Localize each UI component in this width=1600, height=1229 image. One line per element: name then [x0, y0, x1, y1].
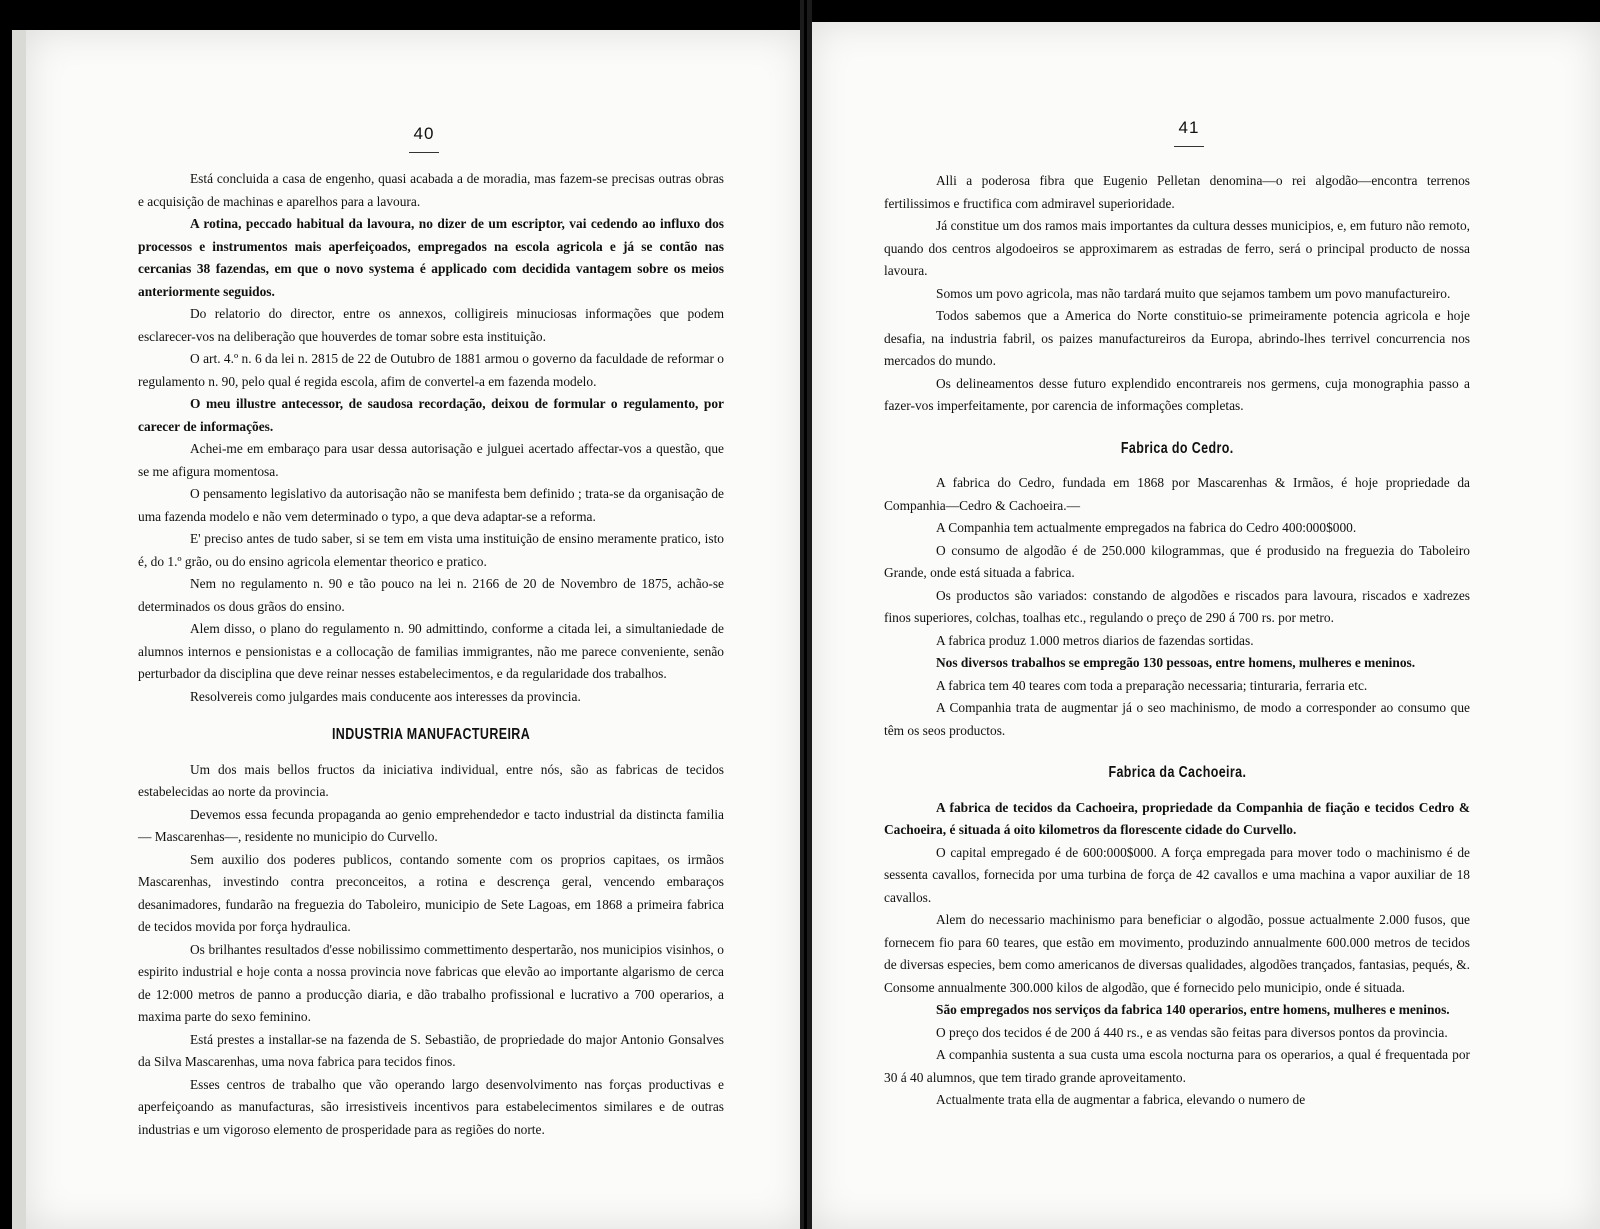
left-paragraph: Nem no regulamento n. 90 e tão pouco na lei n. 2166 de 20 de Novembro de 1875, achão-se determinados os dous grãos do ensino. — [138, 576, 724, 614]
right-section-paragraph: Nos diversos trabalhos se empregão 130 pessoas, entre homens, mulheres e meninos. — [936, 655, 1416, 670]
right-section-paragraph: Os productos são variados: constando de algodões e riscados para lavoura, riscados e xadrezes finos superiores, colchas, toalhas etc., regulando o preço de 290 á 700 rs. por metro. — [884, 587, 1470, 625]
left-page-text — [138, 168, 724, 1141]
left-paragraph: A rotina, peccado habitual da lavoura, no dizer de um escriptor, vai cedendo ao influxo dos processos e instrumentos mais aperfeiçoados, empregados na escola agricola e já se contão nas cercanias 38 fazendas, em que o novo systema é applicado com decidida vantagem sobre os meios anteriormente seguidos. — [138, 216, 724, 299]
left-paragraph: Resolvereis como julgardes mais conducente aos interesses da provincia. — [190, 688, 581, 704]
left-section-paragraph: Está prestes a installar-se na fazenda de S. Sebastião, de propriedade do major Antonio Gonsalves da Silva Mascarenhas, uma nova fabrica para tecidos finos. — [138, 1031, 724, 1069]
right-paragraph: Alli a poderosa fibra que Eugenio Pelletan denomina—o rei algodão—encontra terrenos fertilissimos e fructifica com admiravel superioridade. — [884, 173, 1470, 211]
right-paragraph: Os delineamentos desse futuro explendido encontrareis nos germens, cuja monographia passo a fazer-vos imperfeitamente, por carencia de informações completas. — [884, 375, 1470, 413]
right-section-paragraph: A fabrica de tecidos da Cachoeira, propriedade da Companhia de fiação e tecidos Cedro & Cachoeira, é situada á oito kilometros da florescente cidade do Curvello. — [884, 799, 1470, 837]
left-page-number-rule — [409, 152, 439, 153]
section-heading-industria — [138, 724, 724, 747]
right-page-number: 41 — [1178, 118, 1200, 137]
section-heading-text: INDUSTRIA MANUFACTUREIRA — [331, 726, 531, 743]
right-section-paragraph: O capital empregado é de 600:000$000. A força empregada para mover todo o machinismo é de sessenta cavallos, fornecida por uma turbina de força de 42 cavallos e uma machina a vapor auxiliar de 18 cavallos. — [884, 844, 1470, 905]
right-section-paragraph: O preço dos tecidos é de 200 á 440 rs., e as vendas são feitas para diversos pontos da provincia. — [936, 1024, 1448, 1040]
section-heading-text: Fabrica do Cedro. — [1120, 439, 1234, 457]
left-paragraph: O meu illustre antecessor, de saudosa recordação, deixou de formular o regulamento, por carecer de informações. — [138, 396, 724, 434]
right-paragraph: Somos um povo agricola, mas não tardará muito que sejamos tambem um povo manufactureiro. — [936, 285, 1451, 301]
left-page-number: 40 — [413, 124, 435, 143]
right-paragraph: Todos sabemos que a America do Norte constituio-se primeiramente potencia agricola e hoje desafia, na industria fabril, os paizes manufactureiros da Europa, abrindo-lhes terrivel concurrencia nos mercados do mundo. — [884, 308, 1470, 368]
left-paragraph: Achei-me em embaraço para usar dessa autorisação e julguei acertado affectar-vos a questão, que se me afigura momentosa. — [138, 441, 724, 479]
left-paragraph: O pensamento legislativo da autorisação não se manifesta bem definido ; trata-se da organisação de uma fazenda modelo e não vem determinado o typo, a que deva adaptar-se a reforma. — [138, 486, 724, 524]
right-section-paragraph: A fabrica do Cedro, fundada em 1868 por Mascarenhas & Irmãos, é hoje propriedade da Companhia—Cedro & Cachoeira.— — [884, 475, 1470, 513]
right-section-paragraph: São empregados nos serviços da fabrica 140 operarios, entre homens, mulheres e meninos. — [936, 1002, 1450, 1017]
right-section-paragraph: A fabrica produz 1.000 metros diarios de fazendas sortidas. — [936, 632, 1254, 648]
section-heading-text: Fabrica da Cachoeira. — [1108, 764, 1246, 781]
right-section-paragraph: A companhia sustenta a sua custa uma escola nocturna para os operarios, a qual é frequentada por 30 á 40 alumnos, que tem tirado grande aproveitamento. — [884, 1047, 1470, 1085]
section-heading-cachoeira — [884, 762, 1470, 785]
section-heading-cedro — [884, 438, 1470, 461]
right-section-paragraph: A Companhia tem actualmente empregados na fabrica do Cedro 400:000$000. — [936, 520, 1357, 535]
left-paragraph: E' preciso antes de tudo saber, si se tem em vista uma instituição de ensino meramente pratico, isto é, do 1.º grão, ou do ensino agricola elementar theorico e pratico. — [138, 531, 724, 569]
right-section-paragraph: A fabrica tem 40 teares com toda a preparação necessaria; tinturaria, ferraria etc. — [936, 677, 1368, 693]
gutter-line — [804, 0, 807, 1229]
right-page-text — [884, 170, 1470, 1112]
left-section-paragraph: Os brilhantes resultados d'esse nobilissimo commettimento despertarão, nos municipios visinhos, o espirito industrial e hoje conta a nossa provincia nove fabricas que elevão ao importante algarismo de cerca de 12:000 metros de panno a producção diaria, e dão trabalho profissional e lucrativo a 700 operarios, a maxima parte do sexo feminino. — [138, 941, 724, 1024]
right-section-paragraph: A Companhia trata de augmentar já o seo machinismo, de modo a corresponder ao consumo que têm os seos productos. — [884, 700, 1470, 738]
right-page-number-rule — [1174, 146, 1204, 147]
left-section-paragraph: Sem auxilio dos poderes publicos, contando somente com os proprios capitaes, os irmãos Mascarenhas, investindo contra preconceitos, a rotina e descrença geral, vencendo embaraços desanimadores, fundarão na freguezia do Taboleiro, municipio de Sete Lagoas, em 1868 a primeira fabrica de tecidos movida por força hydraulica. — [138, 851, 724, 934]
left-section-paragraph: Um dos mais bellos fructos da iniciativa individual, entre nós, são as fabricas de tecidos estabelecidas ao norte da provincia. — [138, 761, 724, 799]
right-section-paragraph: Alem do necessario machinismo para beneficiar o algodão, possue actualmente 2.000 fusos, que fornecem fio para 60 teares, que estão em movimento, produzindo annualmente 600.000 metros de tecidos de diversas especies, bem como americanos de diversas qualidades, algodões trançados, fantasias, pequés, &. Consome annualmente 300.000 kilos de algodão, que é fornecido pelo municipio, onde é situada. — [884, 912, 1470, 995]
left-section-paragraph: Esses centros de trabalho que vão operando largo desenvolvimento nas forças productivas e aperfeiçoando as manufacturas, são irresistiveis incentivos para estabelecimentos similares e de outras industrias e um vigoroso elemento de prosperidade para as regiões do norte. — [138, 1076, 724, 1137]
right-section-paragraph: Actualmente trata ella de augmentar a fabrica, elevando o numero de — [936, 1092, 1306, 1107]
left-paragraph: O art. 4.º n. 6 da lei n. 2815 de 22 de Outubro de 1881 armou o governo da faculdade de reformar o regulamento n. 90, pelo qual é regida escola, afim de convertel-a em fazenda modelo. — [138, 351, 724, 389]
right-paragraph: Já constitue um dos ramos mais importantes da cultura desses municipios, e, em futuro não remoto, quando dos centros algodoeiros se approximarem as estradas de ferro, será o principal producto de nossa lavoura. — [884, 218, 1470, 278]
left-paragraph: Está concluida a casa de engenho, quasi acabada a de moradia, mas fazem-se precisas outras obras e acquisição de machinas e aparelhos para a lavoura. — [138, 171, 724, 209]
left-section-paragraph: Devemos essa fecunda propaganda ao genio emprehendedor e tacto industrial da distincta familia — Mascarenhas—, residente no municipio do Curvello. — [138, 806, 724, 844]
left-paragraph: Do relatorio do director, entre os annexos, colligireis minuciosas informações que podem esclarecer-vos na deliberação que houverdes de tomar sobre esta instituição. — [138, 306, 724, 344]
left-paragraph: Alem disso, o plano do regulamento n. 90 admittindo, conforme a citada lei, a simultaniedade de alumnos internos e pensionistas e a collocação de familias immigrantes, não me parece conveniente, senão perturbador da disciplina que deve reinar nesses estabelecimentos, e da regularidade dos trabalhos. — [138, 621, 724, 681]
right-section-paragraph: O consumo de algodão é de 250.000 kilogrammas, que é produsido na freguezia do Taboleiro Grande, onde está situada a fabrica. — [884, 542, 1470, 580]
